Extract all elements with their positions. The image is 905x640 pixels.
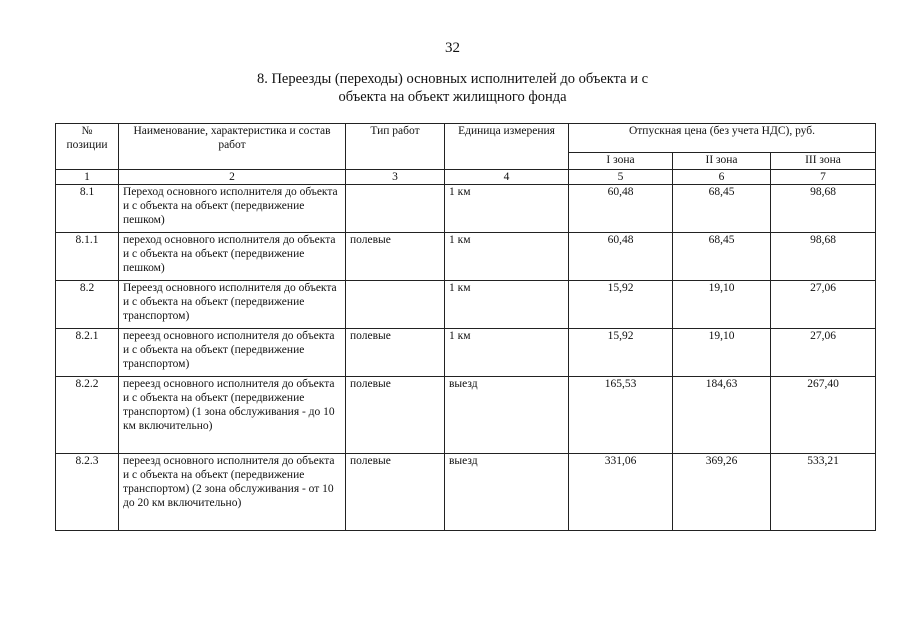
row-position: 8.1 — [56, 185, 119, 233]
row-position: 8.1.1 — [56, 233, 119, 281]
row-zone-2-price: 68,45 — [673, 185, 771, 233]
page-number: 32 — [445, 40, 460, 56]
row-unit: 1 км — [445, 233, 569, 281]
row-work-type: полевые — [346, 329, 445, 377]
section-title-line-2: объекта на объект жилищного фонда — [338, 89, 567, 105]
column-number: 1 — [56, 170, 119, 185]
row-zone-2-price: 19,10 — [673, 281, 771, 329]
row-zone-1-price: 15,92 — [569, 329, 673, 377]
row-zone-2-price: 68,45 — [673, 233, 771, 281]
row-work-type: полевые — [346, 233, 445, 281]
column-number: 2 — [119, 170, 346, 185]
row-unit: 1 км — [445, 185, 569, 233]
row-position: 8.2.3 — [56, 454, 119, 531]
row-name: Переезд основного исполнителя до объекта и с объекта на объект (передвижение транспортом) — [119, 281, 346, 329]
column-number: 7 — [771, 170, 876, 185]
section-title-line-1: 8. Переезды (переходы) основных исполнителей до объекта и с — [256, 71, 649, 87]
row-unit: 1 км — [445, 329, 569, 377]
header-price: Отпускная цена (без учета НДС), руб. — [569, 124, 876, 153]
row-position: 8.2.1 — [56, 329, 119, 377]
header-position: № позиции — [56, 124, 119, 170]
row-work-type: полевые — [346, 454, 445, 531]
header-zone-2: II зона — [673, 153, 771, 170]
row-work-type: полевые — [346, 377, 445, 454]
row-zone-2-price: 184,63 — [673, 377, 771, 454]
row-unit: выезд — [445, 377, 569, 454]
row-zone-1-price: 165,53 — [569, 377, 673, 454]
table-row — [56, 454, 876, 531]
row-zone-3-price: 533,21 — [771, 454, 876, 531]
row-zone-1-price: 331,06 — [569, 454, 673, 531]
header-unit: Единица измерения — [445, 124, 569, 170]
column-number: 5 — [569, 170, 673, 185]
row-zone-3-price: 27,06 — [771, 281, 876, 329]
row-zone-1-price: 15,92 — [569, 281, 673, 329]
column-number: 3 — [346, 170, 445, 185]
header-name: Наименование, характеристика и состав работ — [119, 124, 346, 170]
column-number-row — [56, 170, 876, 185]
row-name: переезд основного исполнителя до объекта и с объекта на объект (передвижение транспортом) (1 зона обслуживания - до 10 км включительно) — [119, 377, 346, 454]
row-zone-3-price: 98,68 — [771, 233, 876, 281]
row-name: переезд основного исполнителя до объекта и с объекта на объект (передвижение транспортом) (2 зона обслуживания - от 10 до 20 км включительно) — [119, 454, 346, 531]
row-zone-3-price: 98,68 — [771, 185, 876, 233]
row-zone-3-price: 267,40 — [771, 377, 876, 454]
row-zone-2-price: 369,26 — [673, 454, 771, 531]
row-zone-3-price: 27,06 — [771, 329, 876, 377]
table-row — [56, 281, 876, 329]
header-zone-3: III зона — [771, 153, 876, 170]
row-zone-1-price: 60,48 — [569, 185, 673, 233]
row-zone-2-price: 19,10 — [673, 329, 771, 377]
row-position: 8.2.2 — [56, 377, 119, 454]
row-work-type — [346, 185, 445, 233]
table-row — [56, 329, 876, 377]
row-name: переход основного исполнителя до объекта и с объекта на объект (передвижение пешком) — [119, 233, 346, 281]
column-number: 6 — [673, 170, 771, 185]
header-zone-1: I зона — [569, 153, 673, 170]
header-work-type: Тип работ — [346, 124, 445, 170]
row-unit: 1 км — [445, 281, 569, 329]
table-row — [56, 185, 876, 233]
row-unit: выезд — [445, 454, 569, 531]
row-position: 8.2 — [56, 281, 119, 329]
row-name: переезд основного исполнителя до объекта и с объекта на объект (передвижение транспортом) — [119, 329, 346, 377]
price-table — [55, 123, 876, 531]
row-work-type — [346, 281, 445, 329]
section-title — [0, 70, 905, 106]
row-name: Переход основного исполнителя до объекта и с объекта на объект (передвижение пешком) — [119, 185, 346, 233]
column-number: 4 — [445, 170, 569, 185]
row-zone-1-price: 60,48 — [569, 233, 673, 281]
table-row — [56, 377, 876, 454]
table-row — [56, 233, 876, 281]
